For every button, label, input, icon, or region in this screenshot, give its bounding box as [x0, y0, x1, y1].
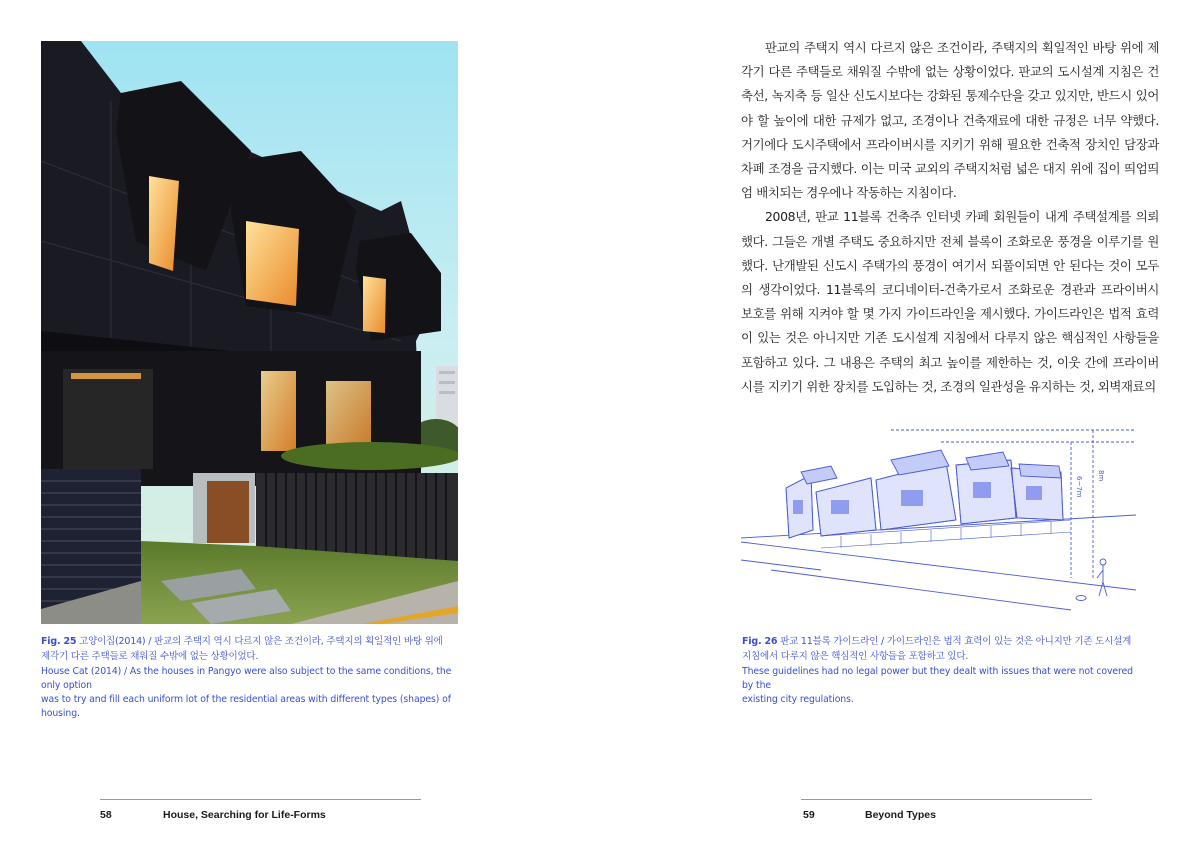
caption-korean [41, 634, 471, 664]
caption-en-line-1: House Cat (2014) / As the houses in Pangyo were also subject to the same conditions, the only option [41, 666, 452, 691]
height-label-8m: 8m [1097, 470, 1105, 482]
page-number: 58 [100, 809, 112, 821]
house-cat-photo [41, 41, 458, 624]
caption-ko-line-2: 지침에서 다루지 않은 핵심적인 사항들을 포함하고 있다. [742, 651, 969, 662]
figure-number: Fig. 26 [742, 636, 778, 647]
figure-number: Fig. 25 [41, 636, 77, 647]
caption-ko-line-1: 판교 11블록 가이드라인 / 가이드라인은 법적 효력이 있는 것은 아니지만 기존 도시설계 [777, 636, 1132, 647]
caption-korean [742, 634, 1142, 664]
fig-25-caption [41, 634, 471, 721]
caption-ko-line-2: 제각기 다른 주택들로 채워질 수밖에 없는 상황이었다. [41, 651, 259, 662]
paragraph: 2008년, 판교 11블록 건축주 인터넷 카페 회원들이 내게 주택설계를 의뢰했다. 그들은 개별 주택도 중요하지만 전체 블록이 조화로운 풍경을 이루기를 원했다. 난개발된 신도시 주택가의 풍경이 여기서 되풀이되면 안 된다는 것이 모두의 생각이었다. 11블록의 코디네이터-건축가로서 조화로운 경관과 프라이버시 보호를 위해 지켜야 할 몇 가지 가이드라인을 제시했다. 가이드라인은 법적 효력이 있는 것은 아니지만 기존 도시설계 지침에서 다루지 않은 핵심적인 사항들을 포함하고 있다. 그 내용은 주택의 최고 높이를 제한하는 것, 이웃 간에 프라이버시를 지키기 위한 장치를 도입하는 것, 조경의 일관성을 유지하는 것, 외벽재료의 [741, 209, 1159, 394]
block-11-guideline-drawing [741, 420, 1141, 620]
right-page [600, 0, 1200, 851]
caption-english [41, 665, 471, 721]
page-number: 59 [803, 809, 815, 821]
fig-26-caption [742, 634, 1142, 707]
caption-en-line-2: existing city regulations. [742, 694, 854, 705]
caption-english [742, 665, 1142, 707]
running-title: House, Searching for Life-Forms [163, 809, 326, 821]
caption-en-line-1: These guidelines had no legal power but they dealt with issues that were not covered by the [742, 666, 1133, 691]
running-title: Beyond Types [865, 809, 936, 821]
footer-rule [100, 799, 421, 800]
body-text [741, 36, 1159, 399]
caption-ko-line-1: 고양이집(2014) / 판교의 주택지 역시 다르지 않은 조건이라, 주택지의 획일적인 바탕 위에 [76, 636, 443, 647]
footer-rule [801, 799, 1092, 800]
paragraph: 판교의 주택지 역시 다르지 않은 조건이라, 주택지의 획일적인 바탕 위에 제각기 다른 주택들로 채워질 수밖에 없는 상황이었다. 판교의 도시설계 지침은 건축선, 녹지축 등 일산 신도시보다는 강화된 통제수단을 갖고 있지만, 반드시 있어야 할 높이에 대한 규제가 없고, 조경이나 건축재료에 대한 규정은 너무 약했다. 거기에다 도시주택에서 프라이버시를 지키기 위해 필요한 건축적 장치인 담장과 차폐 조경을 금지했다. 이는 미국 교외의 주택지처럼 넓은 대지 위에 집이 띄엄띄엄 배치되는 경우에나 작동하는 지침이다. [741, 40, 1159, 201]
caption-en-line-2: was to try and fill each uniform lot of the residential areas with different types (shapes) of housing. [41, 694, 451, 719]
height-label-6-7m: 6~7m [1075, 476, 1083, 498]
